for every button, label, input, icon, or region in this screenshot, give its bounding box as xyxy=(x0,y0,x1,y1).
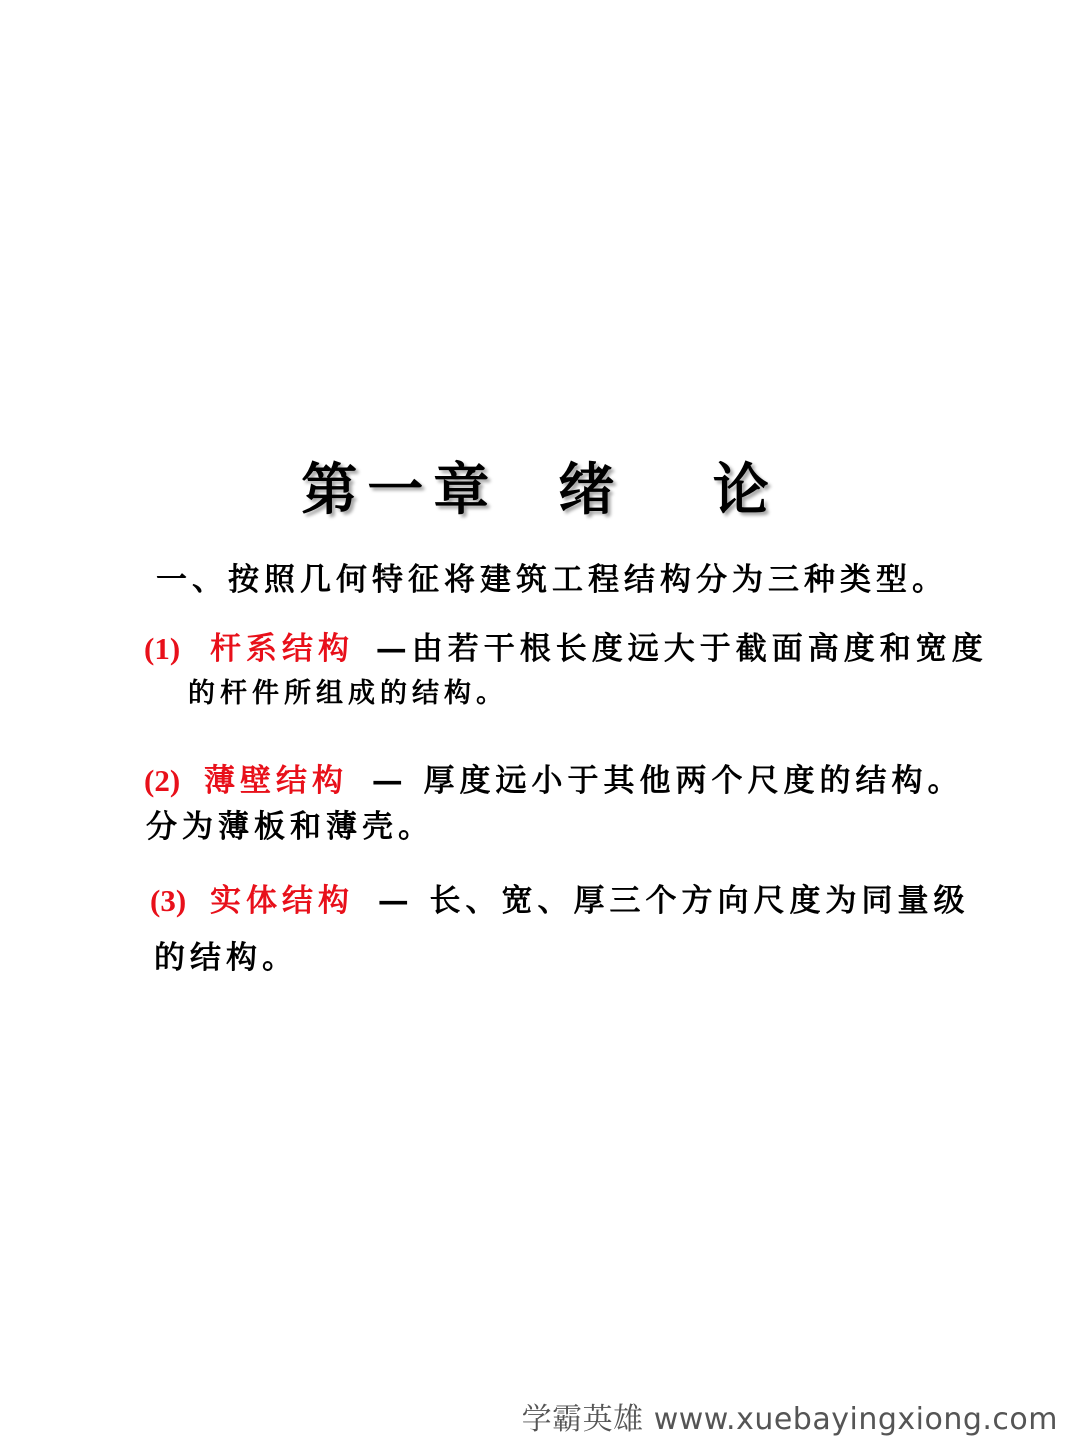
item-1-number: (1) xyxy=(144,631,181,666)
item-3-number: (3) xyxy=(150,883,187,918)
item-1-term: 杆系结构 xyxy=(209,631,354,667)
item-2-definition: — 厚度远小于其他两个尺度的结构。 xyxy=(371,763,964,799)
item-3-term: 实体结构 xyxy=(209,883,354,919)
item-2-line1 xyxy=(144,765,964,797)
item-1-definition: —由若干根长度远大于截面高度和宽度 xyxy=(375,631,988,667)
item-2-term: 薄壁结构 xyxy=(203,763,348,799)
item-1-line1 xyxy=(144,633,988,665)
item-3-line2: 的结构。 xyxy=(154,940,298,976)
item-2-line2: 分为薄板和薄壳。 xyxy=(146,809,434,845)
item-2-number: (2) xyxy=(144,763,181,798)
item-3-line1 xyxy=(150,885,970,917)
item-1-line2: 的杆件所组成的结构。 xyxy=(188,678,508,709)
item-3-definition: — 长、宽、厚三个方向尺度为同量级 xyxy=(377,883,970,919)
section-heading: 一、按照几何特征将建筑工程结构分为三种类型。 xyxy=(156,562,948,598)
watermark: 学霸英雄 www.xuebayingxiong.com xyxy=(521,1402,1058,1437)
chapter-title: 第一章 绪 论 xyxy=(301,457,779,523)
